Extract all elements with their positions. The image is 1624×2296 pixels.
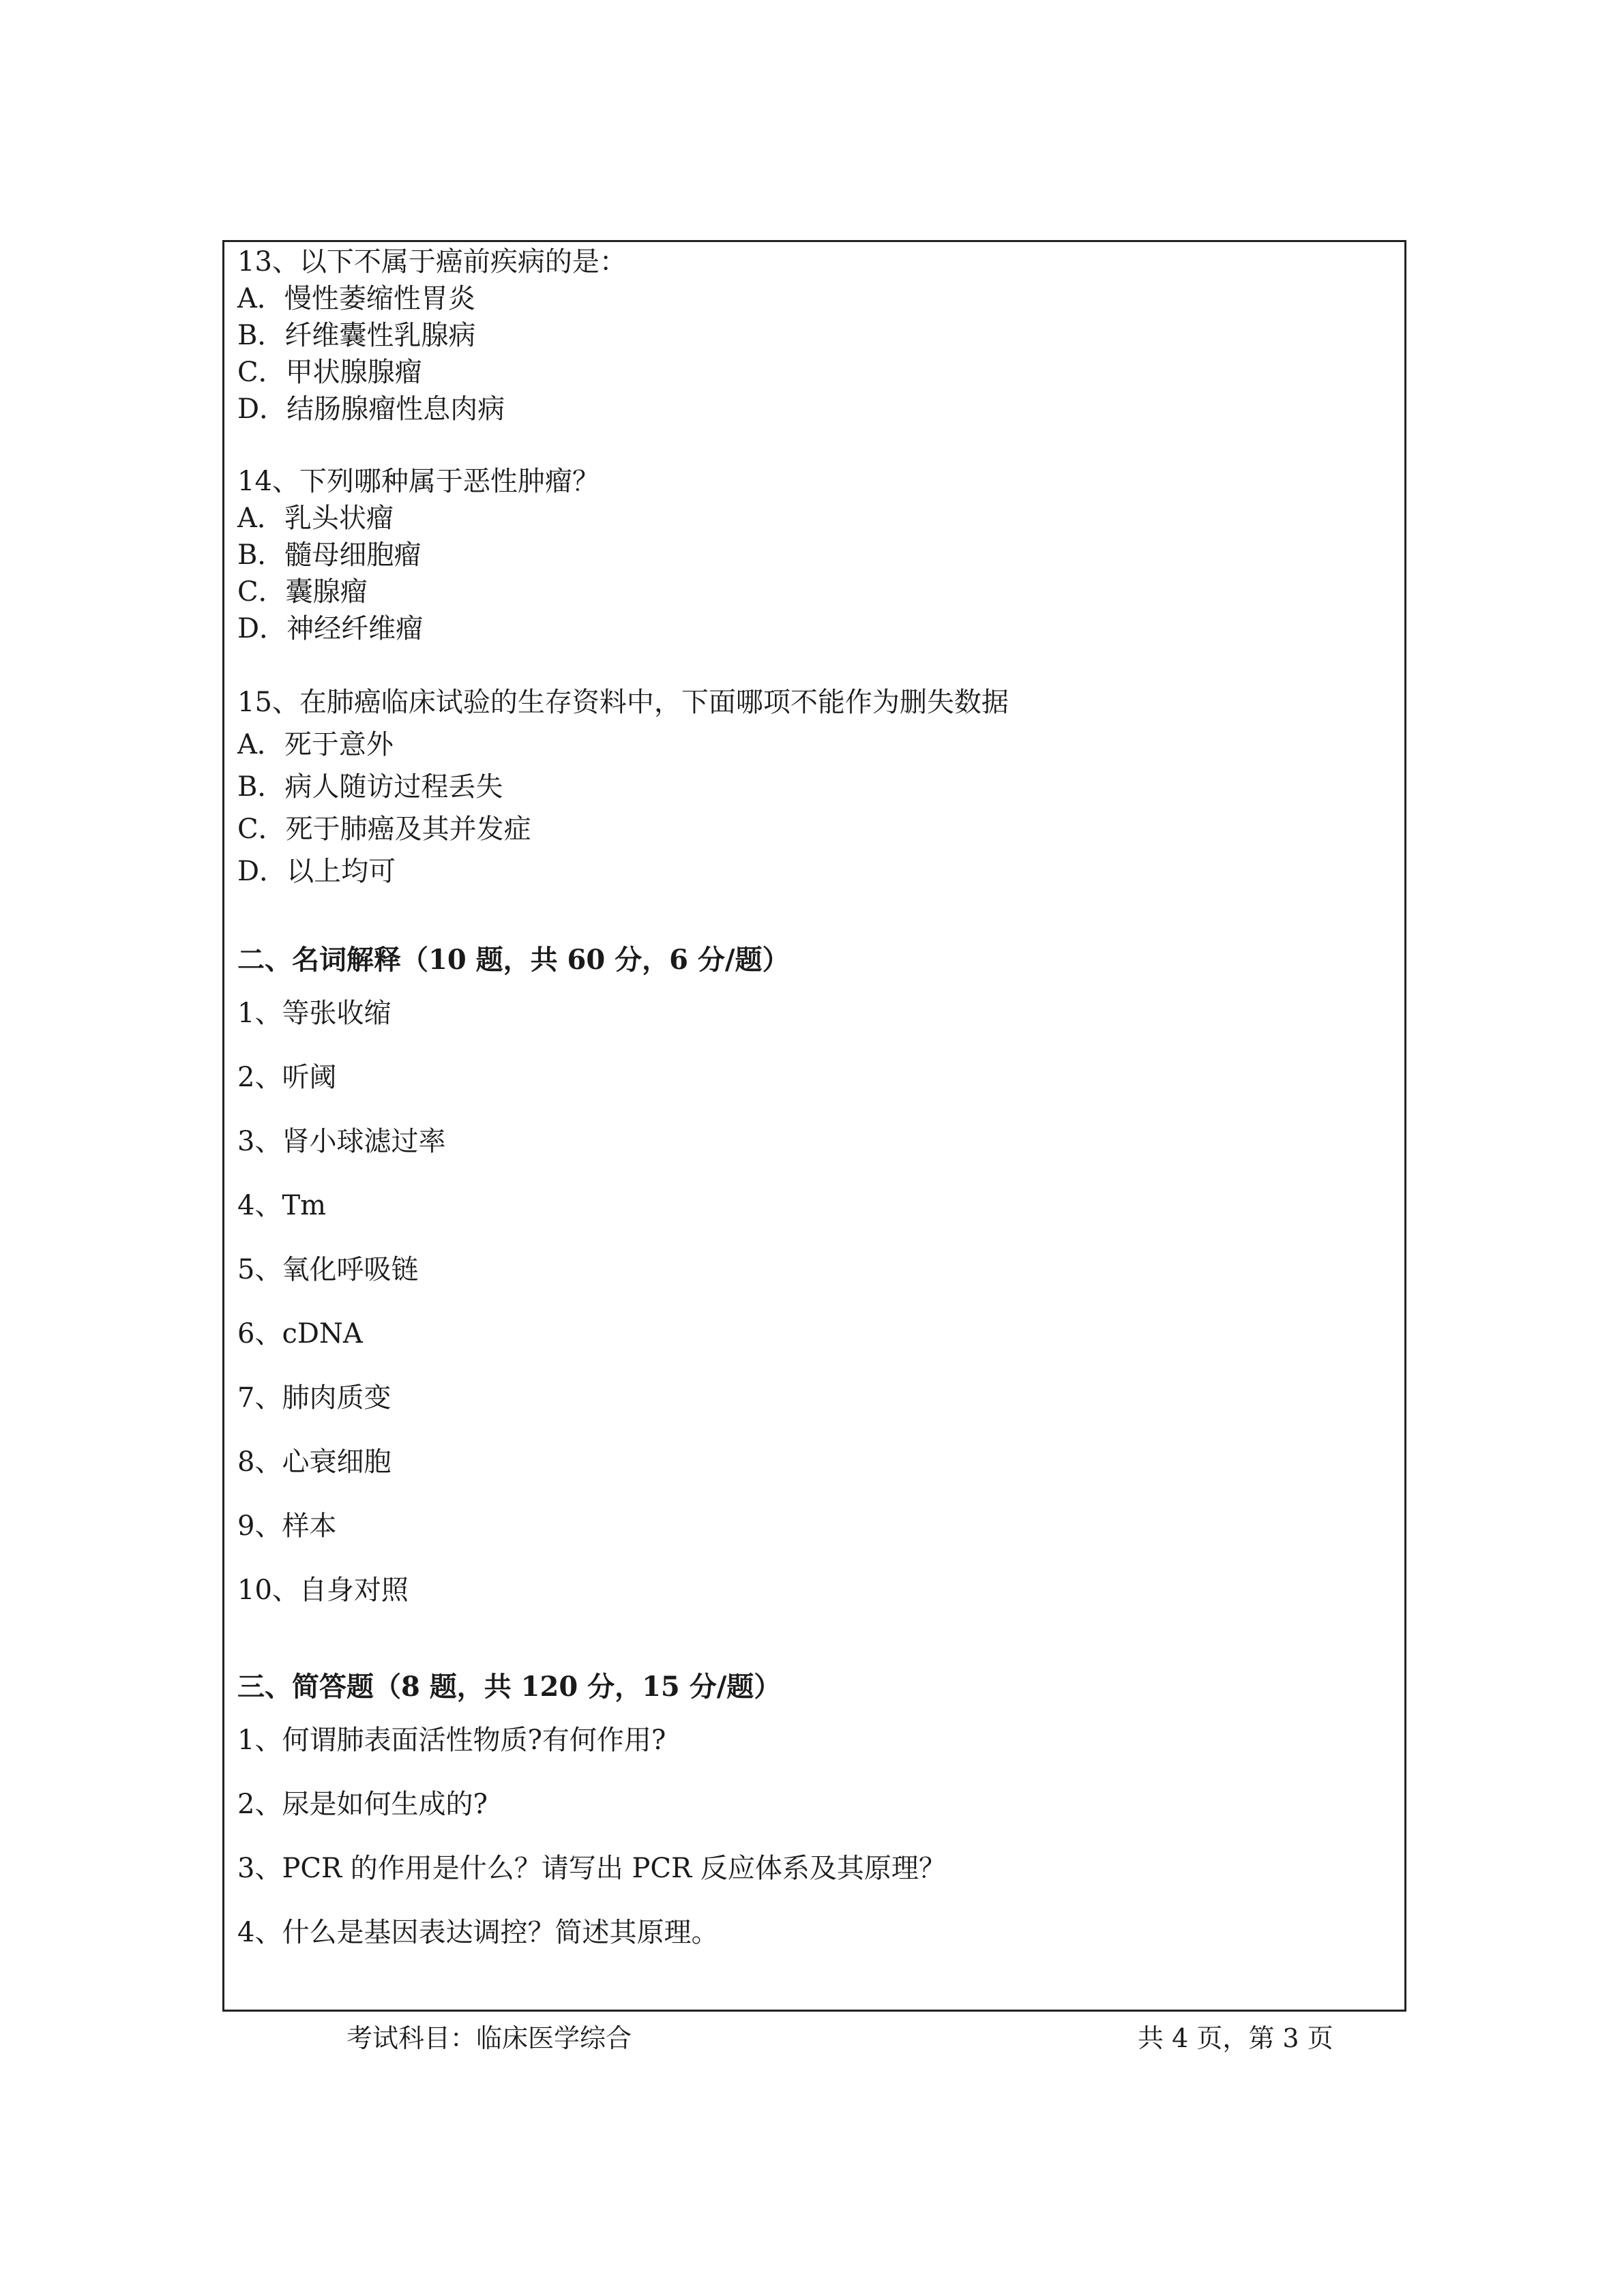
question-13-option-c: C．甲状腺腺瘤: [237, 357, 422, 388]
question-13-option-b: B．纤维囊性乳腺病: [237, 320, 476, 351]
short-answer-item-4: 4、什么是基因表达调控？简述其原理。: [237, 1917, 719, 1948]
term-item-8: 8、心衰细胞: [237, 1446, 392, 1478]
question-15-option-b: B．病人随访过程丢失: [237, 771, 503, 803]
question-13-option-a: A．慢性萎缩性胃炎: [237, 283, 475, 314]
section-3-heading: 三、简答题（8 题，共 120 分，15 分/题）: [237, 1671, 782, 1703]
question-14: 14、下列哪种属于恶性肿瘤？: [237, 466, 600, 497]
term-item-5: 5、氧化呼吸链: [237, 1254, 419, 1285]
term-item-4: 4、Tm: [237, 1190, 327, 1221]
term-item-9: 9、样本: [237, 1510, 337, 1542]
term-item-7: 7、肺肉质变: [237, 1382, 392, 1414]
question-14-option-c: C．囊腺瘤: [237, 576, 368, 608]
footer-page-count: 共 4 页，第 3 页: [1138, 2023, 1333, 2053]
question-14-option-d: D．神经纤维瘤: [237, 613, 424, 644]
question-13-option-d: D．结肠腺瘤性息肉病: [237, 393, 505, 425]
question-13: 13、以下不属于癌前疾病的是：: [237, 246, 627, 278]
footer-subject: 考试科目：临床医学综合: [346, 2023, 632, 2053]
term-item-2: 2、听阈: [237, 1062, 337, 1093]
question-14-option-b: B．髓母细胞瘤: [237, 539, 422, 571]
question-14-option-a: A．乳头状瘤: [237, 503, 394, 534]
short-answer-item-3: 3、PCR 的作用是什么？请写出 PCR 反应体系及其原理？: [237, 1853, 946, 1884]
question-15-option-d: D．以上均可: [237, 856, 396, 887]
term-item-3: 3、肾小球滤过率: [237, 1126, 446, 1157]
term-item-1: 1、等张收缩: [237, 998, 392, 1029]
question-15-option-c: C．死于肺癌及其并发症: [237, 814, 531, 845]
short-answer-item-2: 2、尿是如何生成的?: [237, 1789, 488, 1820]
term-item-6: 6、cDNA: [237, 1318, 363, 1350]
question-15: 15、在肺癌临床试验的生存资料中，下面哪项不能作为删失数据: [237, 687, 1009, 718]
term-item-10: 10、自身对照: [237, 1575, 409, 1606]
section-2-heading: 二、名词解释（10 题，共 60 分，6 分/题）: [237, 944, 790, 976]
question-15-option-a: A．死于意外: [237, 729, 394, 760]
short-answer-item-1: 1、何谓肺表面活性物质?有何作用?: [237, 1725, 666, 1756]
